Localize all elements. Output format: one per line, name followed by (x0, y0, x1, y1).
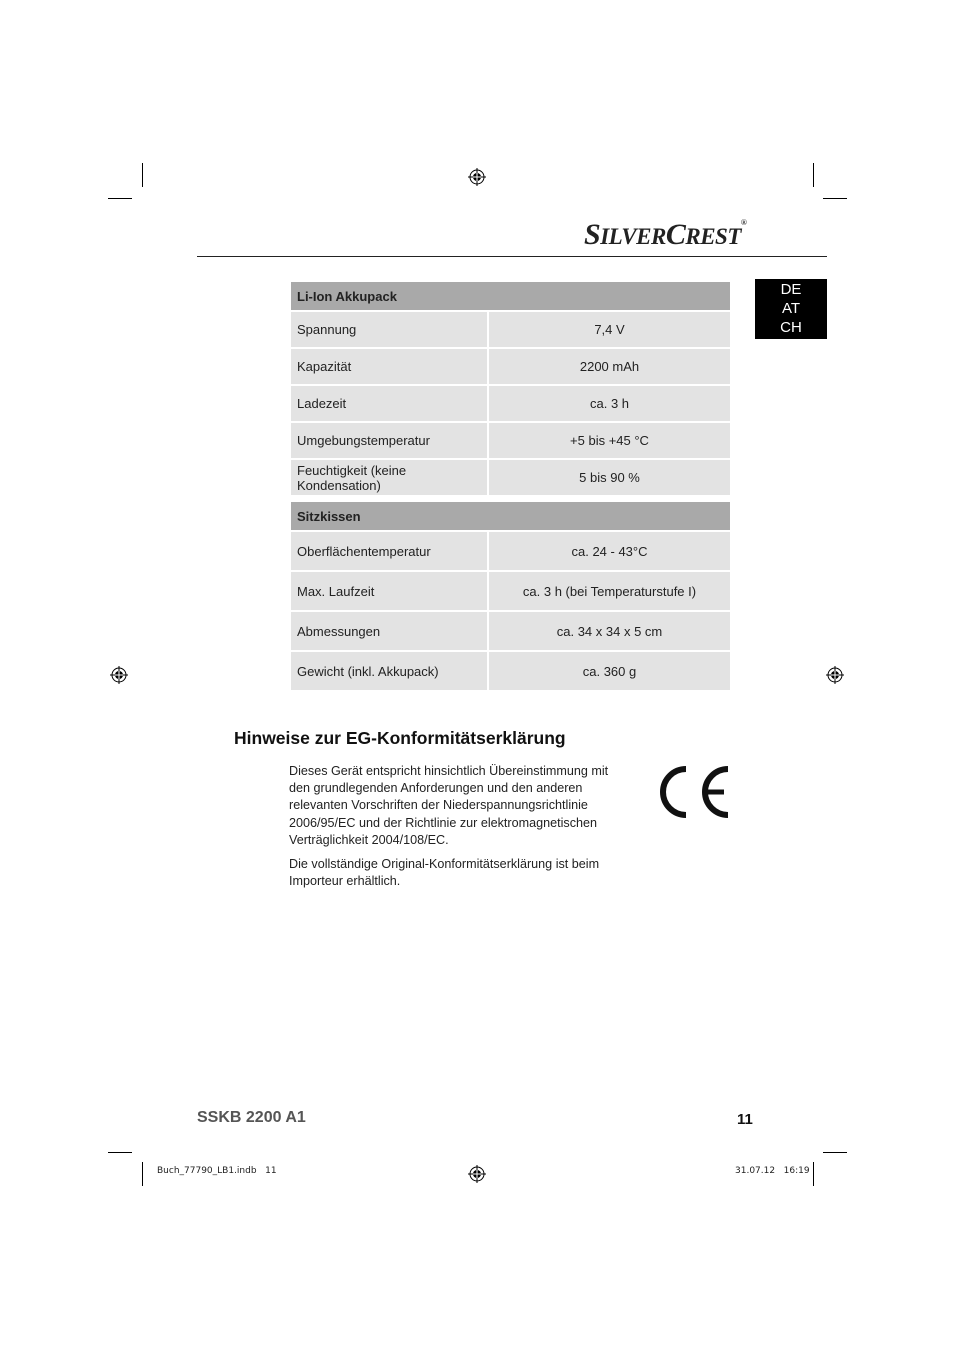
brand-logo: SILVERCREST® (584, 218, 747, 251)
spec-table-kissen (289, 500, 732, 692)
header-rule (197, 256, 827, 257)
row-label: Kapazität (290, 348, 488, 385)
spec-table-akku (289, 280, 732, 497)
table-row (290, 531, 731, 571)
row-label: Feuchtigkeit (keine Kondensation) (290, 459, 488, 496)
table-row (290, 571, 731, 611)
slug-date: 31.07.12 16:19 (735, 1166, 810, 1176)
body-paragraph: Die vollständige Original-Konformitätserklärung ist beim Importeur erhältlich. (289, 857, 600, 889)
crop-mark (108, 1152, 132, 1153)
model-number: SSKB 2200 A1 (197, 1109, 306, 1126)
table-row (290, 311, 731, 348)
lang-de: DE (780, 281, 802, 298)
table-row (290, 385, 731, 422)
row-label: Umgebungstemperatur (290, 422, 488, 459)
crop-mark (142, 163, 143, 187)
crop-mark (142, 1162, 143, 1186)
row-value: 5 bis 90 % (488, 459, 731, 496)
crop-mark (108, 198, 132, 199)
row-value: ca. 3 h (488, 385, 731, 422)
row-label: Ladezeit (290, 385, 488, 422)
table-row (290, 459, 731, 496)
row-value: ca. 34 x 34 x 5 cm (488, 611, 731, 651)
lang-ch: CH (780, 319, 802, 336)
crop-mark (823, 1152, 847, 1153)
table-header: Li-Ion Akkupack (290, 281, 731, 311)
row-value: 2200 mAh (488, 348, 731, 385)
table-row (290, 422, 731, 459)
lang-at: AT (781, 300, 801, 317)
table-header: Sitzkissen (290, 501, 731, 531)
page-number: 11 (737, 1111, 753, 1128)
registration-mark-icon (468, 1165, 486, 1183)
registration-mark-icon (826, 666, 844, 684)
table-row (290, 348, 731, 385)
row-label: Oberflächentemperatur (290, 531, 488, 571)
row-value: 7,4 V (488, 311, 731, 348)
row-value: ca. 360 g (488, 651, 731, 691)
table-row (290, 611, 731, 651)
row-value: ca. 3 h (bei Temperaturstufe I) (488, 571, 731, 611)
slug-file: Buch_77790_LB1.indb 11 (157, 1166, 277, 1176)
language-tab (755, 279, 827, 339)
row-value: +5 bis +45 °C (488, 422, 731, 459)
ce-mark-icon (656, 764, 732, 820)
section-title: Hinweise zur EG-Konformitätserklärung (234, 728, 566, 748)
crop-mark (813, 1162, 814, 1186)
crop-mark (813, 163, 814, 187)
row-label: Max. Laufzeit (290, 571, 488, 611)
registration-mark-icon (468, 168, 486, 186)
registration-mark-icon (110, 666, 128, 684)
crop-mark (823, 198, 847, 199)
row-value: ca. 24 - 43°C (488, 531, 731, 571)
row-label: Spannung (290, 311, 488, 348)
body-paragraph: Dieses Gerät entspricht hinsichtlich Übereinstimmung mit den grundlegenden Anforderungen und den anderen relevanten Vorschriften der Niederspannungsrichtlinie 2006/95/EC und der Richtlinie zur elektromagnetischen Verträglichkeit 2004/108/EC. (289, 764, 609, 847)
table-row (290, 651, 731, 691)
row-label: Abmessungen (290, 611, 488, 651)
row-label: Gewicht (inkl. Akkupack) (290, 651, 488, 691)
